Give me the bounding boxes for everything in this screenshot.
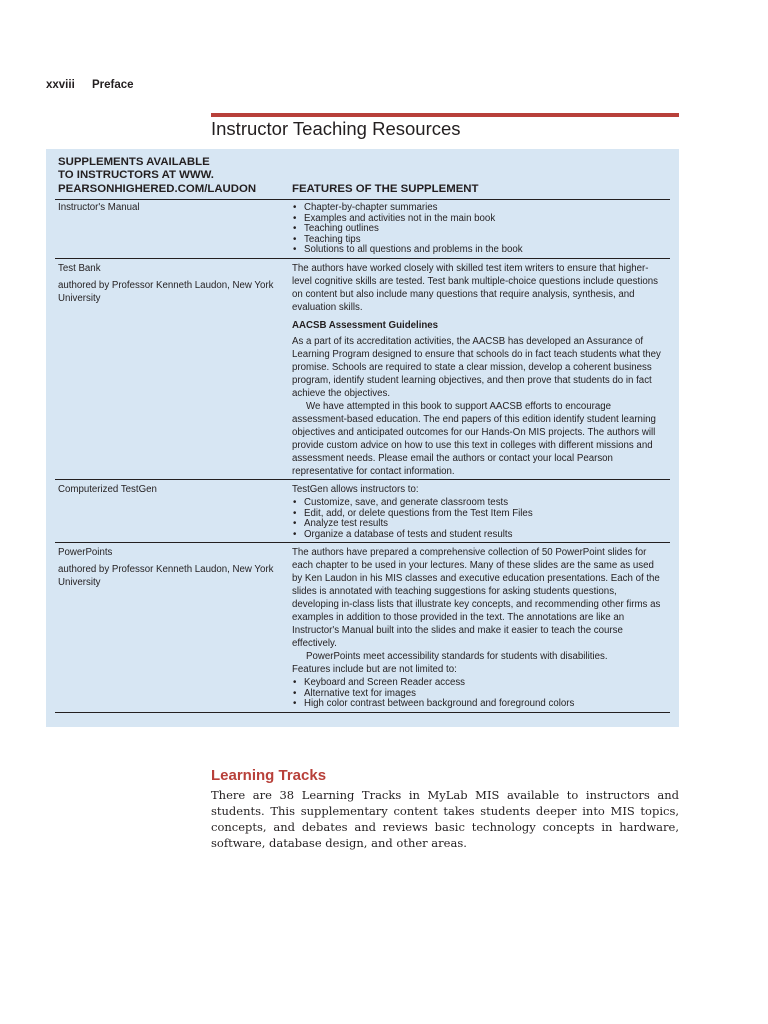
- list-item: • Solutions to all questions and problems in the book: [292, 245, 666, 256]
- list-item: • Examples and activities not in the main book: [292, 214, 666, 225]
- test-bank-description: The authors have worked closely with skilled test item writers to ensure that higher-level cognitive skills are tested. Test bank multiple-choice questions include questions on content but also include many questions that require analysis, synthesis, and evaluation skills.: [292, 263, 658, 313]
- supplement-name-cell: [58, 546, 280, 589]
- supplement-features: [292, 483, 666, 540]
- features-intro: Features include but are not limited to:: [292, 664, 457, 675]
- learning-tracks-heading: Learning Tracks: [211, 767, 327, 784]
- list-item: • Keyboard and Screen Reader access: [292, 678, 666, 689]
- feature-list: [292, 203, 666, 256]
- aacsb-heading: AACSB Assessment Guidelines: [292, 320, 439, 331]
- supplement-name: Computerized TestGen: [58, 484, 157, 495]
- section-title: Instructor Teaching Resources: [211, 118, 461, 139]
- supplement-name-cell: [58, 262, 280, 305]
- supplement-name: Test Bank: [58, 263, 101, 274]
- feature-list: [292, 678, 666, 710]
- powerpoints-description: The authors have prepared a comprehensive collection of 50 PowerPoint slides for each chapter to be used in your lectures. Many of these slides are the same as used by Ken Laudon in his MIS classes and executive education presentations. Each of the slides is annotated with teaching suggestions for asking students questions, developing in-class lists that illustrate key concepts, and recommending other firms as examples in addition to those provided in the text. The annotations are like an Instructor's Manual built into the slides and make it easier to teach the course effectively.: [292, 547, 661, 649]
- supplement-name: PowerPoints: [58, 547, 113, 558]
- list-item: • Teaching tips: [292, 235, 666, 246]
- header-supplements-line: SUPPLEMENTS AVAILABLE: [58, 155, 210, 168]
- page-number: xxviii: [46, 79, 75, 91]
- list-item: • Teaching outlines: [292, 224, 666, 235]
- table-row: [55, 543, 670, 711]
- list-item: • High color contrast between background and foreground colors: [292, 699, 666, 710]
- list-item: • Customize, save, and generate classroom tests: [292, 498, 666, 509]
- header-supplements-line: TO INSTRUCTORS AT WWW.: [58, 169, 214, 181]
- list-item: • Analyze test results: [292, 519, 666, 530]
- learning-tracks-body: There are 38 Learning Tracks in MyLab MIS available to instructors and students. This supplementary content takes students deeper into MIS topics, concepts, and debates and reviews basic technology concepts in hardware, software, database design, and other areas.: [211, 788, 679, 850]
- supplement-author: authored by Professor Kenneth Laudon, New York University: [58, 280, 274, 304]
- table-bottom-rule: [55, 712, 670, 713]
- aacsb-paragraph: We have attempted in this book to support AACSB efforts to encourage assessment-based education. The end papers of this edition identify student learning objectives and anticipated outcomes for our Hands-On MIS projects. The authors will provide custom advice on how to use this text in colleges with different missions and assessment needs. Please email the authors or contact your local Pearson representative for contact information.: [292, 401, 656, 477]
- list-item: • Alternative text for images: [292, 689, 666, 700]
- resources-table: [46, 149, 679, 727]
- section-title-rule: [211, 113, 679, 117]
- list-item: • Organize a database of tests and student results: [292, 530, 666, 541]
- aacsb-paragraph: As a part of its accreditation activities, the AACSB has developed an Assurance of Learning Program designed to ensure that schools do in fact teach students what they promise. Schools are required to state a clear mission, develop a coherent business program, identify student learning objectives, and then prove that students do in fact achieve the objectives.: [292, 336, 661, 399]
- table-row: [55, 480, 670, 541]
- supplement-name: Instructor's Manual: [58, 202, 140, 213]
- table-row: [55, 200, 670, 257]
- supplement-features: [292, 203, 666, 256]
- list-item: • Chapter-by-chapter summaries: [292, 203, 666, 214]
- running-head: [46, 79, 134, 91]
- running-head-section: Preface: [91, 79, 134, 91]
- supplement-features: [292, 546, 666, 710]
- feature-list: [292, 498, 666, 540]
- header-features: FEATURES OF THE SUPPLEMENT: [292, 182, 479, 195]
- table-row: [55, 259, 670, 478]
- table-header: [55, 155, 670, 198]
- list-item: • Edit, add, or delete questions from the Test Item Files: [292, 509, 666, 520]
- supplement-author: authored by Professor Kenneth Laudon, New York University: [58, 564, 274, 588]
- testgen-intro: TestGen allows instructors to:: [292, 484, 419, 495]
- accessibility-note: PowerPoints meet accessibility standards for students with disabilities.: [306, 651, 608, 662]
- header-supplements-line: PEARSONHIGHERED.COM/LAUDON: [58, 182, 257, 195]
- supplement-features: [292, 262, 666, 478]
- header-supplements: [58, 156, 294, 197]
